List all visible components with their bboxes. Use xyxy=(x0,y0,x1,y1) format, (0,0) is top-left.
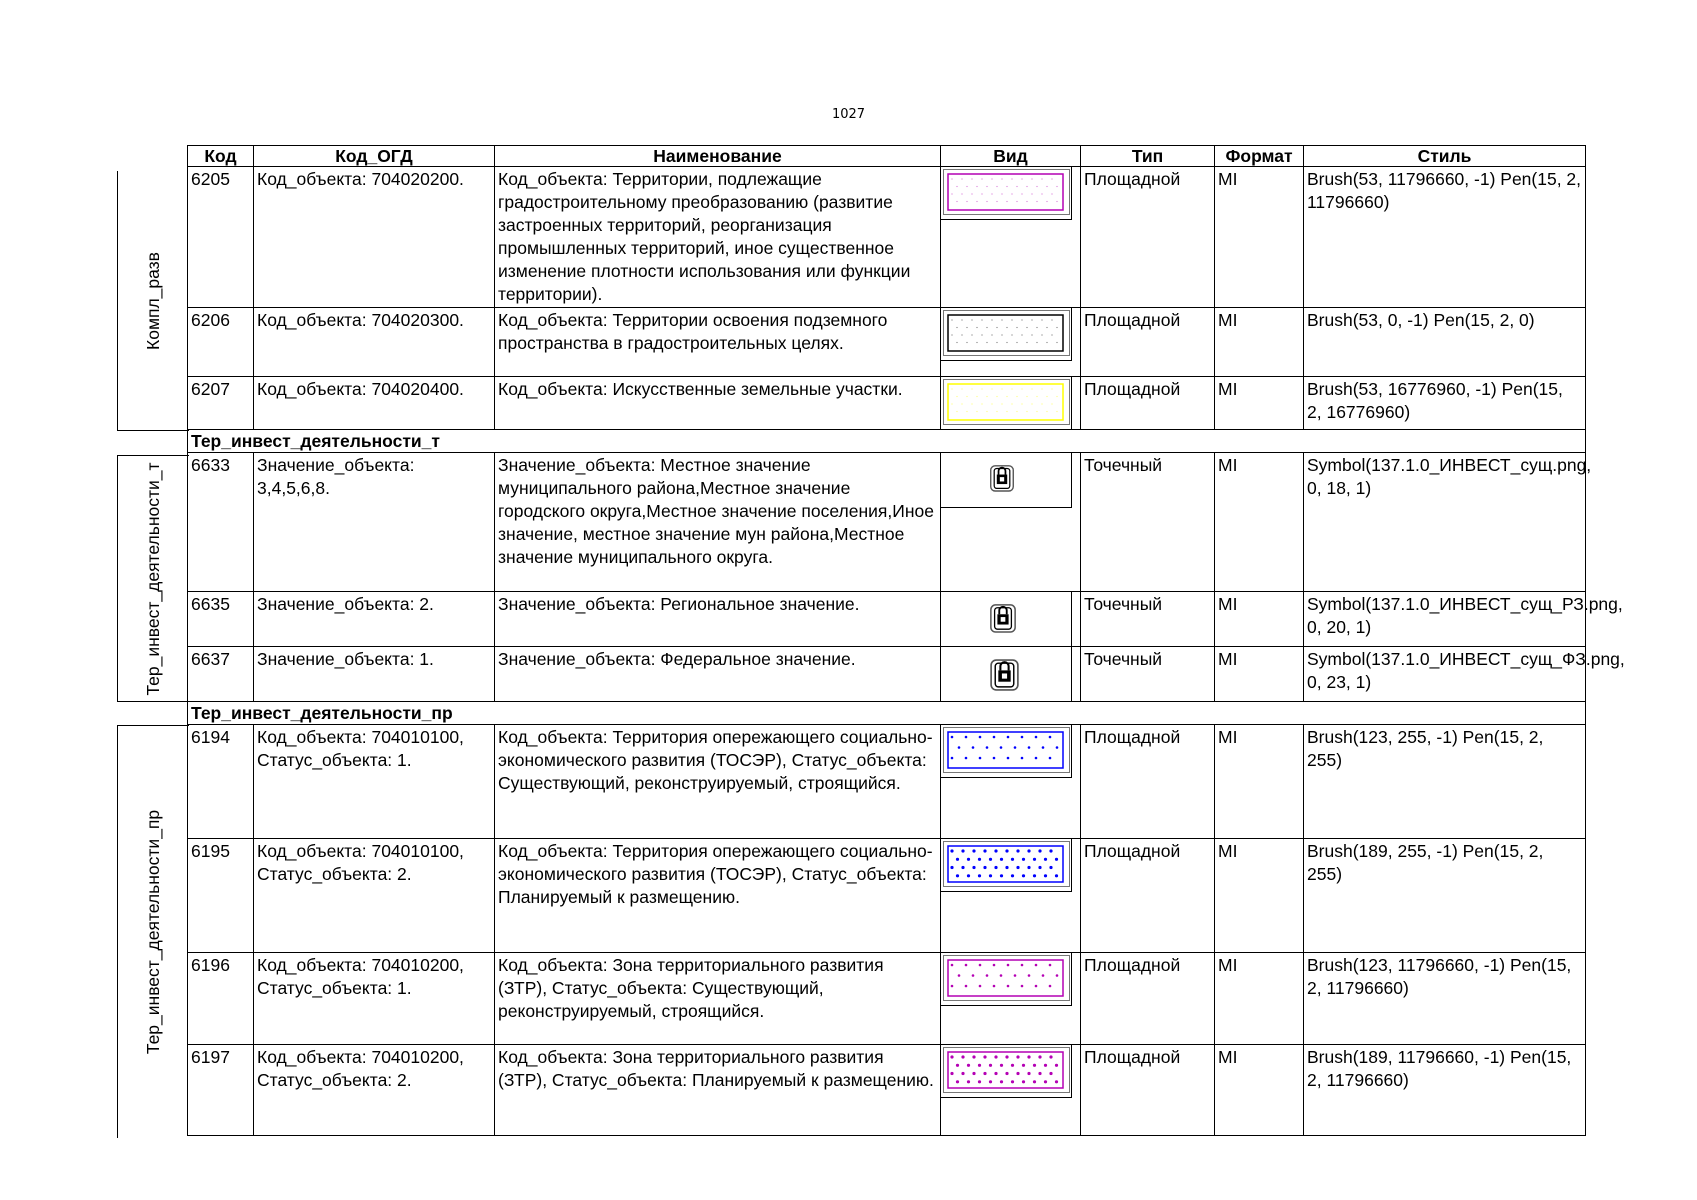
page-number: 1027 xyxy=(831,107,866,122)
symbol-box xyxy=(941,592,1072,647)
header-format: Формат xyxy=(1215,146,1304,167)
header-name: Наименование xyxy=(495,146,941,167)
header-type: Тип xyxy=(1081,146,1215,167)
table-row xyxy=(188,725,1586,839)
table-row xyxy=(188,1045,1586,1136)
cell-style: Symbol(137.1.0_ИНВЕСТ_сущ_РЗ.png, 0, 20, 1) xyxy=(1304,592,1586,647)
fill-pattern-swatch xyxy=(947,959,1064,997)
cell-format: MI xyxy=(1215,839,1304,953)
cell-style: Symbol(137.1.0_ИНВЕСТ_сущ.png, 0, 18, 1) xyxy=(1304,453,1586,592)
sidebar-label: Компл_разв xyxy=(143,251,163,350)
sidebar-label: Тер_инвест_деятельности_пр xyxy=(143,809,163,1055)
section-title: Тер_инвест_деятельности_пр xyxy=(188,702,1586,725)
cell-code: 6635 xyxy=(188,592,254,647)
cell-code: 6195 xyxy=(188,839,254,953)
fill-pattern-swatch xyxy=(947,845,1064,883)
fill-pattern-swatch xyxy=(947,1051,1064,1089)
cell-view xyxy=(941,953,1081,1045)
symbol-box xyxy=(941,725,1072,778)
cell-ogd: Значение_объекта: 2. xyxy=(254,592,495,647)
cell-ogd: Код_объекта: 704020400. xyxy=(254,377,495,430)
cell-style: Brush(123, 11796660, -1) Pen(15, 2, 11796660) xyxy=(1304,953,1586,1045)
fill-pattern-swatch xyxy=(947,173,1064,211)
cell-code: 6194 xyxy=(188,725,254,839)
table-row xyxy=(188,308,1586,377)
sidebar-group-kompl-razv xyxy=(117,171,189,431)
cell-format: MI xyxy=(1215,167,1304,308)
cell-type: Точечный xyxy=(1081,647,1215,702)
cell-view xyxy=(941,167,1081,308)
cell-view xyxy=(941,308,1081,377)
symbol-box xyxy=(941,839,1072,892)
investment-icon xyxy=(989,657,1020,692)
cell-code: 6205 xyxy=(188,167,254,308)
cell-name: Значение_объекта: Региональное значение. xyxy=(495,592,941,647)
header-view: Вид xyxy=(941,146,1081,167)
cell-code: 6197 xyxy=(188,1045,254,1136)
cell-style: Brush(53, 11796660, -1) Pen(15, 2, 11796660) xyxy=(1304,167,1586,308)
cell-name: Код_объекта: Территория опережающего социально-экономического развития (ТОСЭР), Статус_объекта: Существующий, реконструируемый, строящийся. xyxy=(495,725,941,839)
cell-style: Brush(189, 255, -1) Pen(15, 2, 255) xyxy=(1304,839,1586,953)
cell-ogd: Код_объекта: 704010200, Статус_объекта: 2. xyxy=(254,1045,495,1136)
cell-name: Код_объекта: Искусственные земельные участки. xyxy=(495,377,941,430)
cell-type: Точечный xyxy=(1081,453,1215,592)
cell-format: MI xyxy=(1215,1045,1304,1136)
cell-format: MI xyxy=(1215,953,1304,1045)
symbol-box xyxy=(941,167,1072,220)
cell-name: Код_объекта: Зона территориального развития (ЗТР), Статус_объекта: Планируемый к размещению. xyxy=(495,1045,941,1136)
cell-ogd: Код_объекта: 704010100, Статус_объекта: 1. xyxy=(254,725,495,839)
cell-code: 6633 xyxy=(188,453,254,592)
table-row xyxy=(188,167,1586,308)
cell-format: MI xyxy=(1215,647,1304,702)
table-row xyxy=(188,592,1586,647)
symbol-box xyxy=(941,647,1072,702)
symbol-box xyxy=(941,377,1072,430)
cell-format: MI xyxy=(1215,592,1304,647)
cell-format: MI xyxy=(1215,377,1304,430)
cell-type: Площадной xyxy=(1081,725,1215,839)
section-title: Тер_инвест_деятельности_т xyxy=(188,430,1586,453)
cell-view xyxy=(941,839,1081,953)
cell-type: Площадной xyxy=(1081,953,1215,1045)
symbol-box xyxy=(941,453,1072,508)
investment-icon xyxy=(989,463,1015,493)
sidebar-group-invest-t xyxy=(117,455,189,702)
symbol-box xyxy=(941,953,1072,1006)
cell-view xyxy=(941,377,1081,430)
cell-code: 6196 xyxy=(188,953,254,1045)
symbol-box xyxy=(941,1045,1072,1098)
cell-name: Код_объекта: Территории освоения подземного пространства в градостроительных целях. xyxy=(495,308,941,377)
cell-ogd: Значение_объекта: 3,4,5,6,8. xyxy=(254,453,495,592)
symbol-box xyxy=(941,308,1072,361)
table-row xyxy=(188,377,1586,430)
sidebar-group-invest-pr xyxy=(117,725,189,1138)
cell-type: Площадной xyxy=(1081,308,1215,377)
cell-code: 6207 xyxy=(188,377,254,430)
cell-ogd: Код_объекта: 704010200, Статус_объекта: 1. xyxy=(254,953,495,1045)
cell-style: Brush(189, 11796660, -1) Pen(15, 2, 11796660) xyxy=(1304,1045,1586,1136)
cell-name: Код_объекта: Зона территориального развития (ЗТР), Статус_объекта: Существующий, реконструируемый, строящийся. xyxy=(495,953,941,1045)
cell-style: Symbol(137.1.0_ИНВЕСТ_сущ_ФЗ.png, 0, 23, 1) xyxy=(1304,647,1586,702)
investment-icon xyxy=(989,602,1017,634)
section-row xyxy=(188,430,1586,453)
cell-ogd: Код_объекта: 704020200. xyxy=(254,167,495,308)
cell-type: Площадной xyxy=(1081,167,1215,308)
cell-name: Значение_объекта: Федеральное значение. xyxy=(495,647,941,702)
legend-table xyxy=(187,145,1625,1136)
cell-style: Brush(123, 255, -1) Pen(15, 2, 255) xyxy=(1304,725,1586,839)
cell-view xyxy=(941,647,1081,702)
cell-name: Код_объекта: Территория опережающего социально-экономического развития (ТОСЭР), Статус_объекта: Планируемый к размещению. xyxy=(495,839,941,953)
cell-view xyxy=(941,453,1081,592)
cell-ogd: Код_объекта: 704010100, Статус_объекта: 2. xyxy=(254,839,495,953)
cell-format: MI xyxy=(1215,725,1304,839)
section-row xyxy=(188,702,1586,725)
table-row xyxy=(188,647,1586,702)
cell-code: 6637 xyxy=(188,647,254,702)
cell-view xyxy=(941,1045,1081,1136)
header-code: Код xyxy=(188,146,254,167)
fill-pattern-swatch xyxy=(947,731,1064,769)
cell-view xyxy=(941,592,1081,647)
header-ogd-code: Код_ОГД xyxy=(254,146,495,167)
table-row xyxy=(188,453,1586,592)
header-style: Стиль xyxy=(1304,146,1586,167)
cell-type: Площадной xyxy=(1081,377,1215,430)
cell-style: Brush(53, 16776960, -1) Pen(15, 2, 16776960) xyxy=(1304,377,1586,430)
cell-type: Площадной xyxy=(1081,1045,1215,1136)
sidebar-label: Тер_инвест_деятельности_т xyxy=(143,461,163,696)
fill-pattern-swatch xyxy=(947,314,1064,352)
cell-format: MI xyxy=(1215,308,1304,377)
cell-view xyxy=(941,725,1081,839)
cell-format: MI xyxy=(1215,453,1304,592)
cell-style: Brush(53, 0, -1) Pen(15, 2, 0) xyxy=(1304,308,1586,377)
table-row xyxy=(188,953,1586,1045)
cell-ogd: Код_объекта: 704020300. xyxy=(254,308,495,377)
cell-code: 6206 xyxy=(188,308,254,377)
table-row xyxy=(188,839,1586,953)
cell-type: Точечный xyxy=(1081,592,1215,647)
cell-type: Площадной xyxy=(1081,839,1215,953)
cell-name: Код_объекта: Территории, подлежащие градостроительному преобразованию (развитие застроенных территорий, реорганизация промышленных территорий, иное существенное изменение плотности использования или функции территории). xyxy=(495,167,941,308)
cell-ogd: Значение_объекта: 1. xyxy=(254,647,495,702)
fill-pattern-swatch xyxy=(947,383,1064,421)
header-row xyxy=(188,146,1586,167)
cell-name: Значение_объекта: Местное значение муниципального района,Местное значение городского округа,Местное значение поселения,Иное значение, местное значение мун района,Местное значение муниципального округа. xyxy=(495,453,941,592)
